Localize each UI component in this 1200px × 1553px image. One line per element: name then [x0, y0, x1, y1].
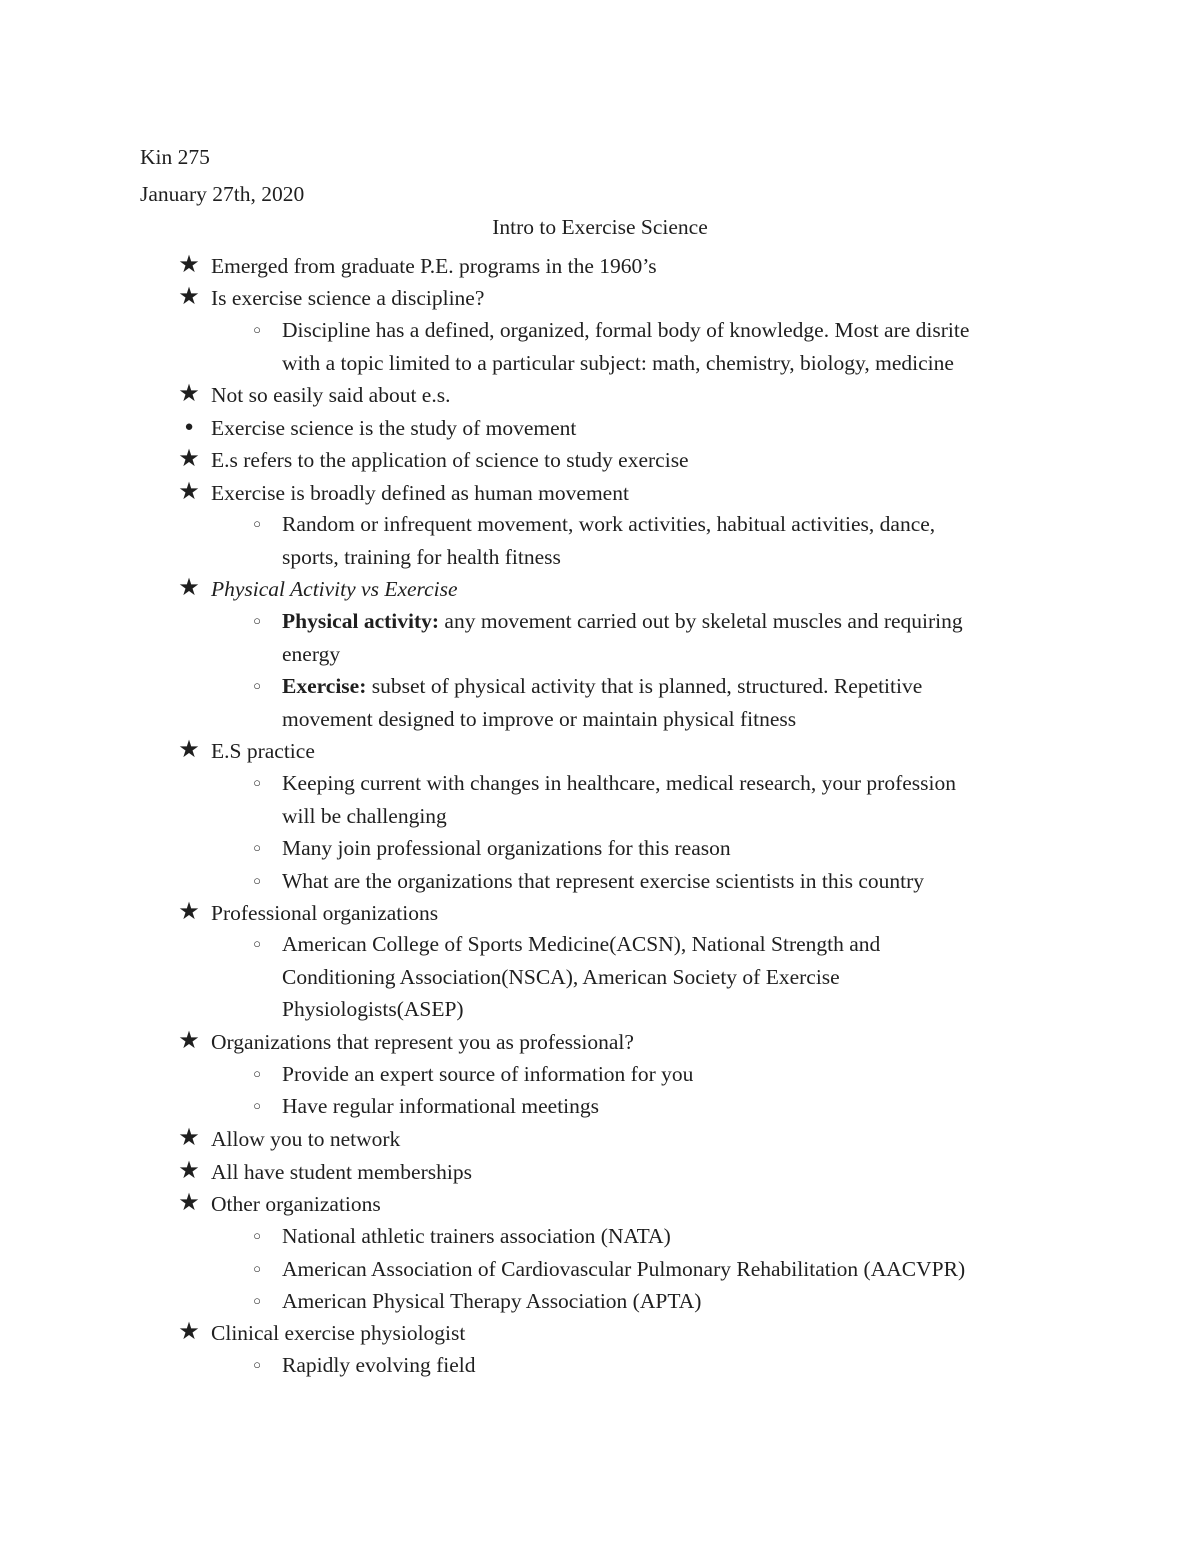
list-item-continuation: Conditioning Association(NSCA), American Society of Exercise: [282, 965, 840, 989]
star-bullet-icon: ★: [178, 1190, 200, 1216]
circle-bullet-icon: ○: [253, 873, 261, 888]
list-item-continuation: sports, training for health fitness: [282, 545, 561, 569]
list-item: Have regular informational meetings: [282, 1094, 600, 1118]
circle-bullet-icon: ○: [253, 936, 261, 951]
list-item: Physical Activity vs Exercise: [211, 577, 458, 601]
star-bullet-icon: ★: [178, 252, 200, 278]
list-item: Organizations that represent you as professional?: [211, 1030, 634, 1054]
dot-bullet-icon: ●: [184, 419, 194, 435]
term-label: Physical activity:: [282, 609, 440, 633]
circle-bullet-icon: ○: [253, 1066, 261, 1081]
star-bullet-icon: ★: [178, 479, 200, 505]
list-item: Exercise science is the study of movement: [211, 416, 577, 440]
term-definition: subset of physical activity that is planned, structured. Repetitive: [366, 674, 923, 698]
star-bullet-icon: ★: [178, 1158, 200, 1184]
list-item: American College of Sports Medicine(ACSN), National Strength and: [282, 932, 881, 956]
star-bullet-icon: ★: [178, 1319, 200, 1345]
circle-bullet-icon: ○: [253, 1228, 261, 1243]
page-title: Intro to Exercise Science: [492, 215, 708, 239]
list-item: Emerged from graduate P.E. programs in the 1960’s: [211, 254, 657, 278]
circle-bullet-icon: ○: [253, 1098, 261, 1113]
circle-bullet-icon: ○: [253, 613, 261, 628]
list-item: Is exercise science a discipline?: [211, 286, 485, 310]
star-bullet-icon: ★: [178, 381, 200, 407]
list-item: National athletic trainers association (NATA): [282, 1224, 671, 1248]
list-item-continuation: will be challenging: [282, 804, 447, 828]
star-bullet-icon: ★: [178, 1028, 200, 1054]
list-item: American Association of Cardiovascular Pulmonary Rehabilitation (AACVPR): [282, 1257, 966, 1281]
list-item-continuation: energy: [282, 642, 341, 666]
list-item: E.s refers to the application of science to study exercise: [211, 448, 689, 472]
list-item: Random or infrequent movement, work activities, habitual activities, dance,: [282, 512, 936, 536]
list-item: What are the organizations that represent exercise scientists in this country: [282, 869, 924, 893]
list-item: Clinical exercise physiologist: [211, 1321, 466, 1345]
list-item: Discipline has a defined, organized, formal body of knowledge. Most are disrite: [282, 318, 970, 342]
list-item: Many join professional organizations for this reason: [282, 836, 731, 860]
circle-bullet-icon: ○: [253, 1261, 261, 1276]
course-name: Kin 275: [140, 145, 210, 169]
note-date: January 27th, 2020: [140, 182, 305, 206]
list-item: Exercise is broadly defined as human movement: [211, 481, 629, 505]
star-bullet-icon: ★: [178, 737, 200, 763]
circle-bullet-icon: ○: [253, 775, 261, 790]
list-item: Not so easily said about e.s.: [211, 383, 451, 407]
list-item: [282, 608, 963, 634]
term-definition: any movement carried out by skeletal muscles and requiring: [439, 609, 963, 633]
list-item: Professional organizations: [211, 901, 439, 925]
star-bullet-icon: ★: [178, 284, 200, 310]
list-item: American Physical Therapy Association (APTA): [282, 1289, 702, 1313]
circle-bullet-icon: ○: [253, 516, 261, 531]
star-bullet-icon: ★: [178, 899, 200, 925]
list-item: [282, 673, 922, 699]
circle-bullet-icon: ○: [253, 1293, 261, 1308]
circle-bullet-icon: ○: [253, 678, 261, 693]
list-item: Keeping current with changes in healthcare, medical research, your profession: [282, 771, 956, 795]
list-item-continuation: with a topic limited to a particular subject: math, chemistry, biology, medicine: [282, 351, 954, 375]
term-label: Exercise:: [282, 674, 367, 698]
circle-bullet-icon: ○: [253, 840, 261, 855]
list-item: All have student memberships: [211, 1160, 472, 1184]
star-bullet-icon: ★: [178, 575, 200, 601]
star-bullet-icon: ★: [178, 1125, 200, 1151]
list-item: E.S practice: [211, 739, 315, 763]
list-item: Allow you to network: [211, 1127, 401, 1151]
list-item: Other organizations: [211, 1192, 381, 1216]
list-item: Rapidly evolving field: [282, 1353, 476, 1377]
list-item: Provide an expert source of information for you: [282, 1062, 694, 1086]
circle-bullet-icon: ○: [253, 322, 261, 337]
star-bullet-icon: ★: [178, 446, 200, 472]
list-item-continuation: movement designed to improve or maintain physical fitness: [282, 707, 797, 731]
circle-bullet-icon: ○: [253, 1357, 261, 1372]
list-item-continuation: Physiologists(ASEP): [282, 997, 464, 1021]
